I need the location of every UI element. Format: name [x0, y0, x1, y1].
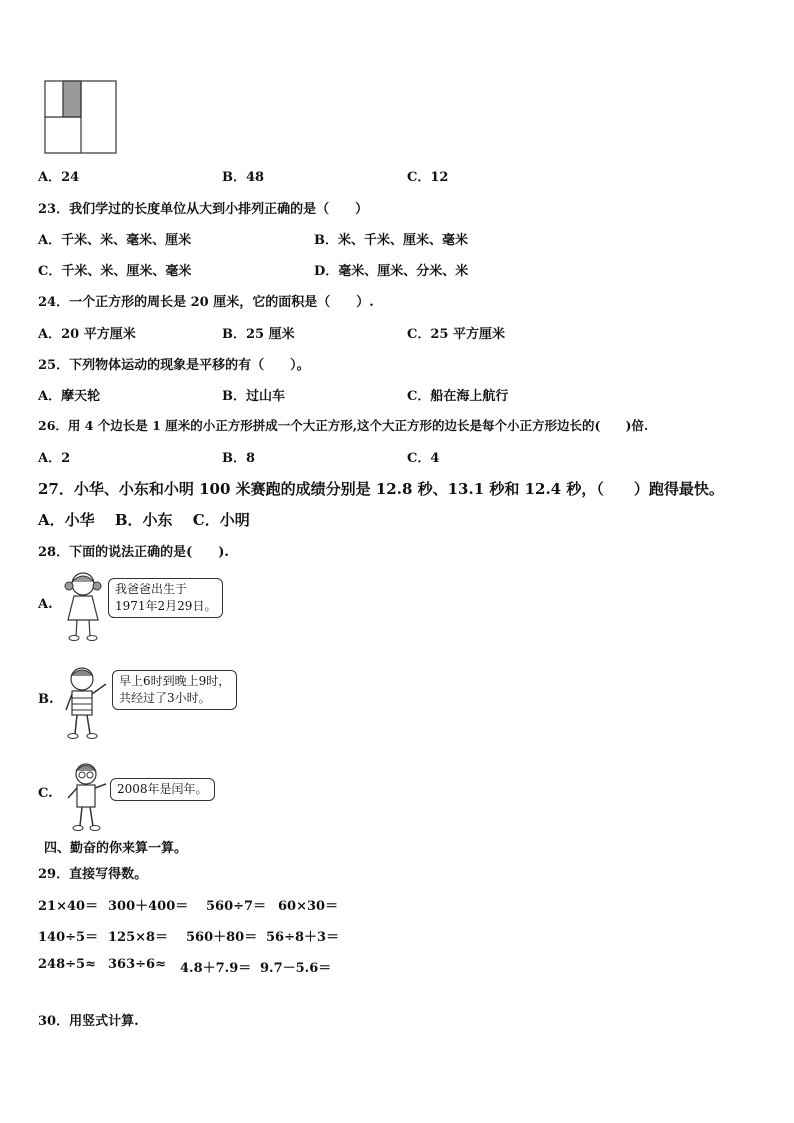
q28-option-a-bubble [108, 578, 223, 618]
bubble-line: 我爸爸出生于 [115, 582, 188, 596]
q28-option-c-bubble [110, 778, 215, 801]
q23-option-b: B．米、千米、厘米、毫米 [314, 233, 468, 248]
q25-option-a: A．摩天轮 [38, 389, 101, 404]
q26-stem: 26．用 4 个边长是 1 厘米的小正方形拼成一个大正方形,这个大正方形的边长是每个小正方形边长的( )倍. [38, 418, 649, 433]
q29-item: 21×40＝ [38, 899, 99, 914]
q25-option-c: C．船在海上航行 [407, 389, 509, 404]
bubble-line: 2008年是闰年。 [117, 782, 208, 796]
q23-stem: 23．我们学过的长度单位从大到小排列正确的是（ ） [38, 202, 369, 217]
q24-option-c: C．25 平方厘米 [407, 327, 505, 342]
q22-option-a: A．24 [38, 170, 80, 185]
q22-square-figure [44, 80, 118, 156]
boy-figure-icon [62, 664, 112, 742]
q23-option-d: D．毫米、厘米、分米、米 [314, 264, 469, 279]
q29-item: 248÷5≈ [38, 957, 96, 972]
q30-stem: 30．用竖式计算. [38, 1014, 139, 1029]
q28-option-c-label: C. [38, 786, 53, 801]
section-four-heading: 四、勤奋的你来算一算。 [44, 841, 188, 856]
q28-option-b-label: B. [38, 692, 54, 707]
bubble-line: 1971年2月29日。 [115, 599, 217, 613]
q29-item: 140÷5＝ [38, 930, 99, 945]
bubble-line: 共经过了3小时。 [119, 691, 211, 705]
q29-item: 125×8＝ [108, 930, 169, 945]
q25-stem: 25．下列物体运动的现象是平移的有（ ）。 [38, 358, 310, 373]
boy-with-glasses-figure-icon [64, 760, 110, 834]
q24-option-b: B．25 厘米 [222, 327, 295, 342]
q23-option-c: C．千米、米、厘米、毫米 [38, 264, 192, 279]
q28-stem: 28．下面的说法正确的是( ). [38, 545, 229, 560]
q29-item: 56÷8＋3＝ [266, 930, 340, 945]
q26-option-a: A．2 [38, 451, 71, 466]
q29-item: 560＋80＝ [186, 930, 258, 945]
q29-item: 560÷7＝ [206, 899, 267, 914]
bubble-line: 早上6时到晚上9时， [119, 674, 231, 688]
q24-option-a: A．20 平方厘米 [38, 327, 136, 342]
q29-stem: 29．直接写得数。 [38, 867, 148, 882]
q26-option-c: C．4 [407, 451, 440, 466]
girl-figure-icon [60, 568, 106, 644]
q26-option-b: B．8 [222, 451, 256, 466]
q28-option-b-bubble [112, 670, 237, 710]
q28-option-a-label: A. [38, 597, 53, 612]
q29-item: 300＋400＝ [108, 899, 189, 914]
q23-option-a: A．千米、米、毫米、厘米 [38, 233, 192, 248]
q29-item: 60×30＝ [278, 899, 339, 914]
q24-stem: 24．一个正方形的周长是 20 厘米，它的面积是（ ）. [38, 295, 374, 310]
q25-option-b: B．过山车 [222, 389, 285, 404]
q22-option-b: B．48 [222, 170, 265, 185]
q29-item: 4.8＋7.9＝ [180, 961, 252, 976]
q27-options: A．小华 B．小东 C．小明 [38, 511, 250, 529]
q22-option-c: C．12 [407, 170, 449, 185]
q29-item: 9.7－5.6＝ [260, 961, 332, 976]
q29-item: 363÷6≈ [108, 957, 166, 972]
q27-stem: 27．小华、小东和小明 100 米赛跑的成绩分别是 12.8 秒、13.1 秒和 12.4 秒，（ ）跑得最快。 [38, 480, 724, 498]
